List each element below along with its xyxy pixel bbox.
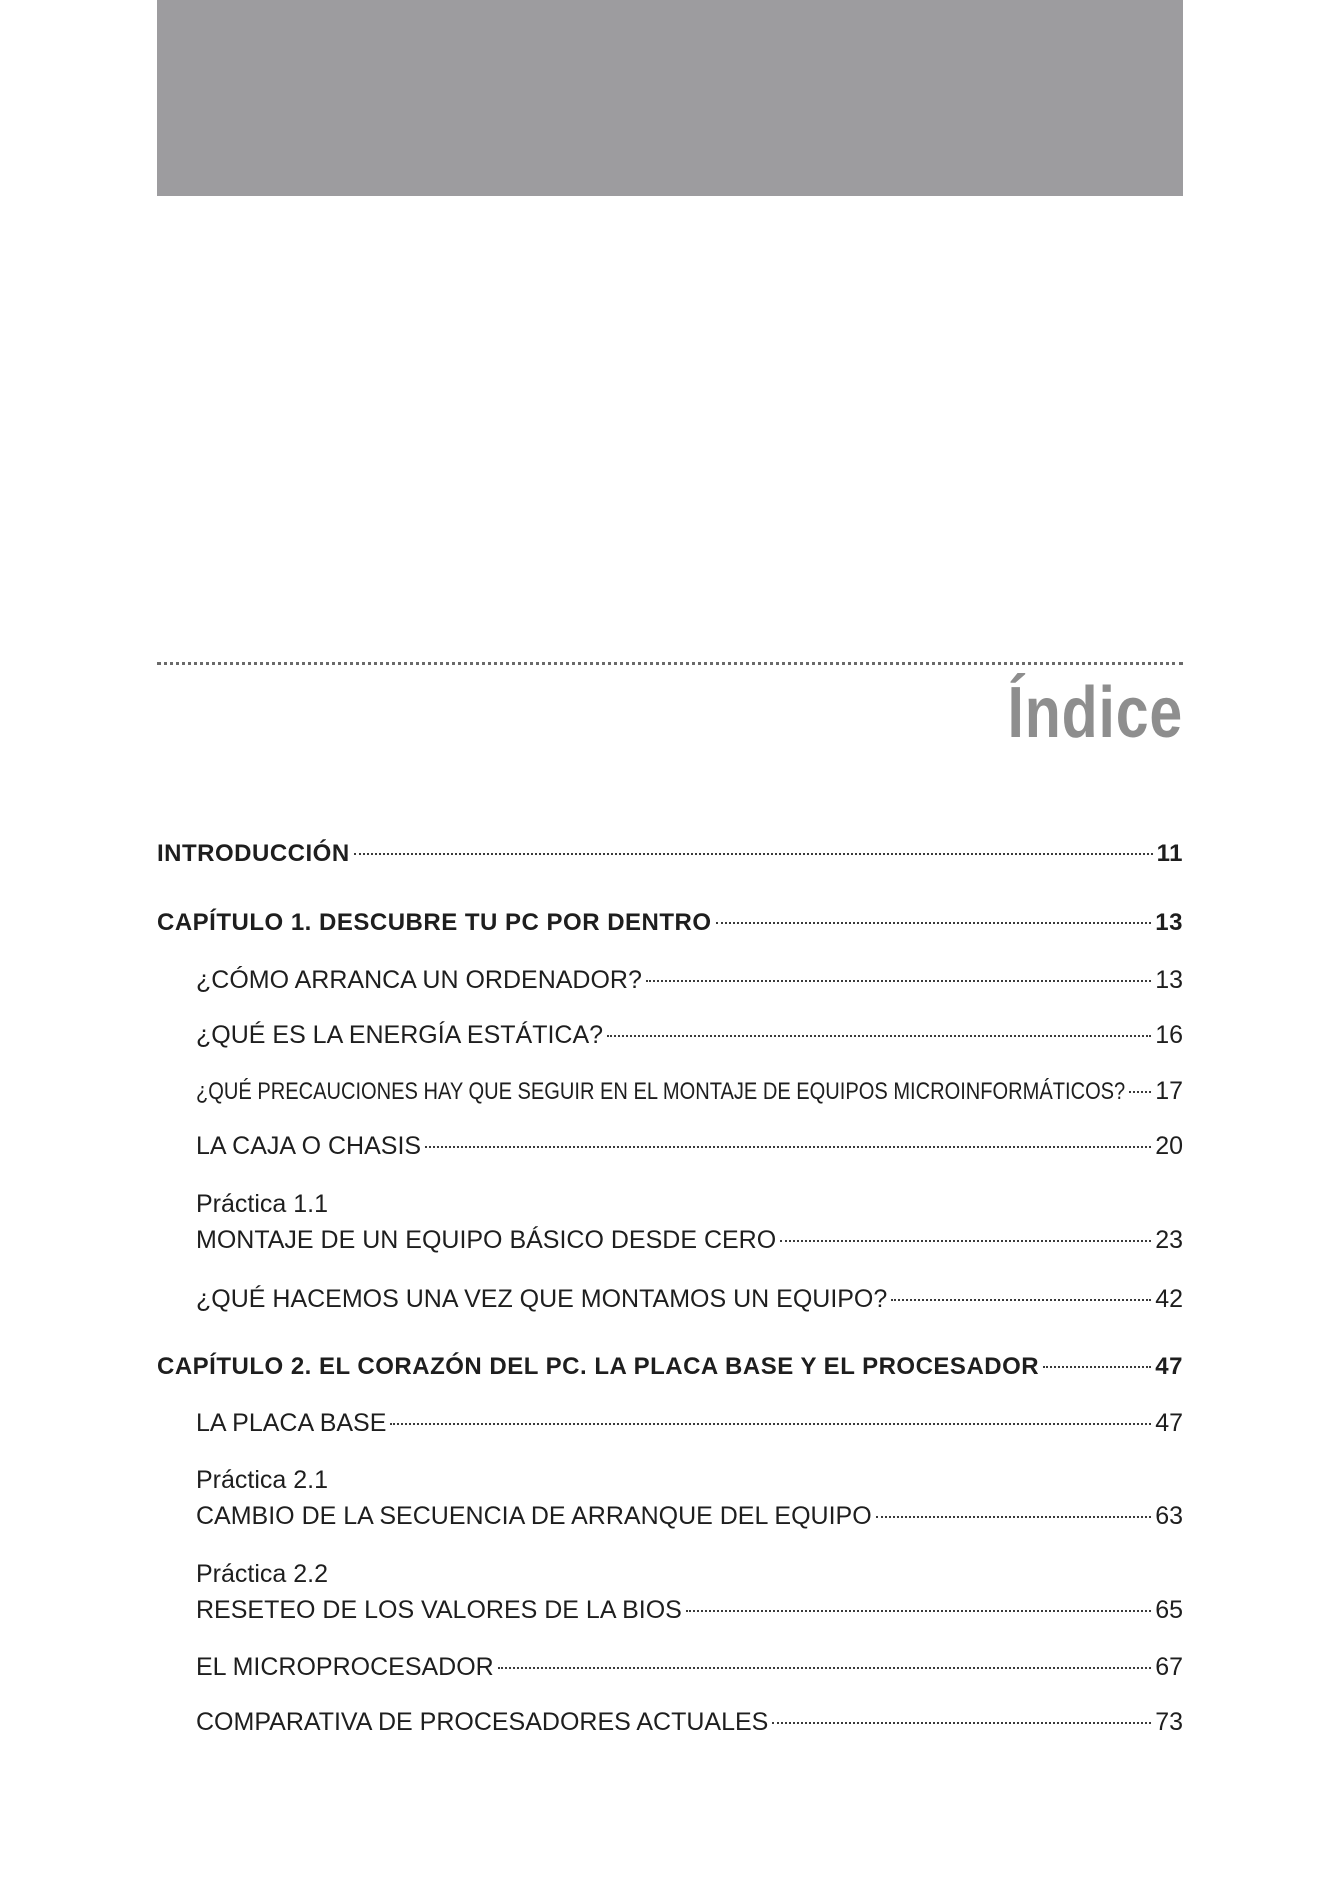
- toc-entry-section[interactable]: [157, 1017, 1183, 1053]
- toc-page-number: 23: [1155, 1226, 1183, 1254]
- toc-section-label: ¿QUÉ HACEMOS UNA VEZ QUE MONTAMOS UN EQUIPO?: [196, 1285, 888, 1313]
- dot-leader: [354, 853, 1153, 855]
- toc-section-label: LA PLACA BASE: [196, 1409, 387, 1437]
- toc-entry-section[interactable]: [157, 1649, 1183, 1685]
- toc-section-label: COMPARATIVA DE PROCESADORES ACTUALES: [196, 1708, 769, 1736]
- toc-chapter-label: INTRODUCCIÓN: [157, 840, 350, 867]
- practice-title: Práctica 1.1: [196, 1190, 329, 1218]
- toc-entry-section[interactable]: [157, 1704, 1183, 1740]
- practice-title: Práctica 2.1: [196, 1466, 329, 1494]
- toc-entry-practice[interactable]: [157, 1186, 1183, 1258]
- toc-page-number: 17: [1155, 1077, 1183, 1105]
- dot-leader: [876, 1516, 1152, 1518]
- toc-page-number: 16: [1155, 1021, 1183, 1049]
- dot-leader: [780, 1240, 1151, 1242]
- toc-section-label: RESETEO DE LOS VALORES DE LA BIOS: [196, 1596, 682, 1624]
- toc-chapter-label: CAPÍTULO 1. DESCUBRE TU PC POR DENTRO: [157, 909, 712, 936]
- dot-leader: [1129, 1091, 1151, 1093]
- toc-page-number: 47: [1155, 1353, 1183, 1380]
- toc-entry-section[interactable]: [157, 1281, 1183, 1317]
- page-title: Índice: [1007, 673, 1183, 753]
- toc-section-label: ¿CÓMO ARRANCA UN ORDENADOR?: [196, 966, 642, 994]
- dot-leader: [772, 1722, 1151, 1724]
- header-band: [157, 0, 1183, 196]
- dot-leader: [607, 1035, 1151, 1037]
- toc-section-label: CAMBIO DE LA SECUENCIA DE ARRANQUE DEL EQUIPO: [196, 1502, 872, 1530]
- dot-leader: [891, 1299, 1151, 1301]
- dot-leader: [646, 980, 1151, 982]
- toc-entry-section[interactable]: [157, 962, 1183, 998]
- toc-page-number: 11: [1156, 840, 1183, 867]
- toc-entry-chapter-2[interactable]: [157, 1349, 1183, 1385]
- toc-section-label: LA CAJA O CHASIS: [196, 1132, 422, 1160]
- toc-page-number: 67: [1155, 1653, 1183, 1681]
- toc-entry-section[interactable]: [157, 1128, 1183, 1164]
- toc-page-number: 63: [1155, 1502, 1183, 1530]
- toc-section-label: ¿QUÉ ES LA ENERGÍA ESTÁTICA?: [196, 1021, 604, 1049]
- toc-page-number: 47: [1155, 1409, 1183, 1437]
- toc-page-number: 73: [1155, 1708, 1183, 1736]
- dot-leader: [390, 1423, 1151, 1425]
- toc-entry-section[interactable]: [157, 1405, 1183, 1441]
- dot-leader: [425, 1146, 1151, 1148]
- dot-leader: [498, 1667, 1151, 1669]
- toc-entry-section[interactable]: [157, 1073, 1183, 1110]
- toc-page-number: 13: [1155, 966, 1183, 994]
- practice-title: Práctica 2.2: [196, 1560, 329, 1588]
- toc-page-number: 65: [1155, 1596, 1183, 1624]
- toc-entry-intro[interactable]: [157, 836, 1183, 872]
- toc-page-number: 13: [1155, 909, 1183, 936]
- toc-entry-chapter-1[interactable]: [157, 905, 1183, 941]
- toc-entry-practice[interactable]: [157, 1462, 1183, 1534]
- dot-leader: [1043, 1366, 1151, 1368]
- toc-section-label: ¿QUÉ PRECAUCIONES HAY QUE SEGUIR EN EL MONTAJE DE EQUIPOS MICROINFORMÁTICOS?: [196, 1078, 1126, 1105]
- toc-section-label: MONTAJE DE UN EQUIPO BÁSICO DESDE CERO: [196, 1226, 777, 1254]
- dot-leader: [686, 1610, 1151, 1612]
- toc-section-label: EL MICROPROCESADOR: [196, 1653, 494, 1681]
- toc-chapter-label: CAPÍTULO 2. EL CORAZÓN DEL PC. LA PLACA BASE Y EL PROCESADOR: [157, 1353, 1040, 1380]
- toc-page-number: 42: [1155, 1285, 1183, 1313]
- dot-leader: [716, 922, 1152, 924]
- toc-entry-practice[interactable]: [157, 1556, 1183, 1628]
- dotted-rule: [157, 662, 1183, 665]
- toc-page-number: 20: [1155, 1132, 1183, 1160]
